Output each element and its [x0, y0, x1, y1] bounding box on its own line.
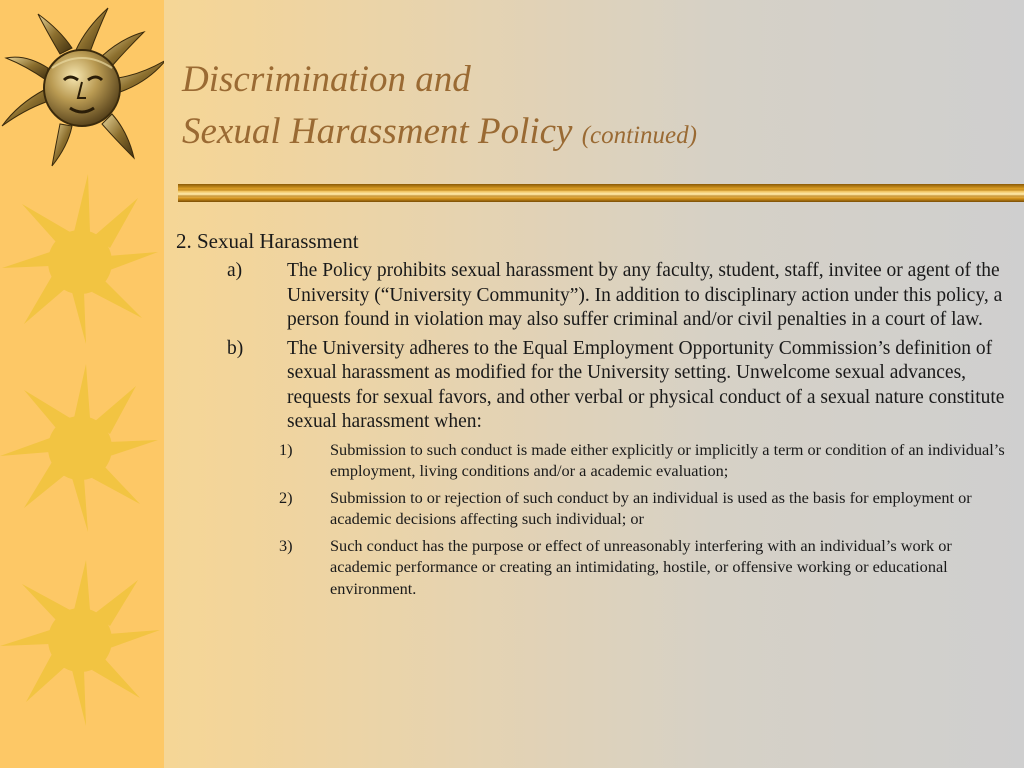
sub-list-item: [176, 439, 1016, 482]
sub-list-marker: 1): [279, 439, 293, 459]
list-marker: a): [227, 260, 243, 281]
sub-list-marker: 2): [279, 487, 293, 507]
sun-icon: [0, 560, 160, 726]
list-item-text: The University adheres to the Equal Employment Opportunity Commission’s definition of sexual harassment as modified for the University setting. Unwelcome sexual advances, requests for sexual favors, and other verbal or physical conduct of a sexual nature constitute sexual harassment when:: [287, 337, 1005, 432]
sun-icon: [2, 174, 158, 344]
slide-title: [182, 54, 697, 162]
title-divider: [178, 182, 1024, 204]
sub-list-item-text: Submission to such conduct is made either explicitly or implicitly a term or condition of an individual’s employment, living conditions and/or a academic evaluation;: [330, 439, 1005, 480]
sub-list-item: [176, 487, 1016, 530]
list-item-text: The Policy prohibits sexual harassment by any faculty, student, staff, invitee or agent of the University (“University Community”). In addition to disciplinary action under this policy, a person found in violation may also suffer criminal and/or civil penalties in a court of law.: [287, 260, 1003, 330]
title-line-1: Discrimination and: [182, 59, 471, 100]
list-item: [176, 259, 1016, 333]
sub-list-item-text: Submission to or rejection of such conduct by an individual is used as the basis for employment or academic decisions affecting such individual; or: [330, 487, 972, 528]
title-line-2: Sexual Harassment Policy: [182, 111, 573, 152]
sun-decorations: [0, 0, 164, 768]
section-heading: 2. Sexual Harassment: [176, 229, 359, 253]
slide-body: [176, 227, 1016, 604]
sub-list-item-text: Such conduct has the purpose or effect of unreasonably interfering with an individual’s work or academic performance or creating an intimidating, hostile, or offensive working or educational environment.: [330, 535, 952, 598]
sub-list-marker: 3): [279, 535, 293, 555]
title-continued: (continued): [581, 122, 697, 149]
sub-list-item: [176, 535, 1016, 600]
list-marker: b): [227, 337, 244, 359]
list-item: [176, 337, 1016, 435]
sun-icon: [0, 364, 158, 532]
sun-face-icon: [2, 8, 164, 166]
decorative-sidebar: [0, 0, 164, 768]
